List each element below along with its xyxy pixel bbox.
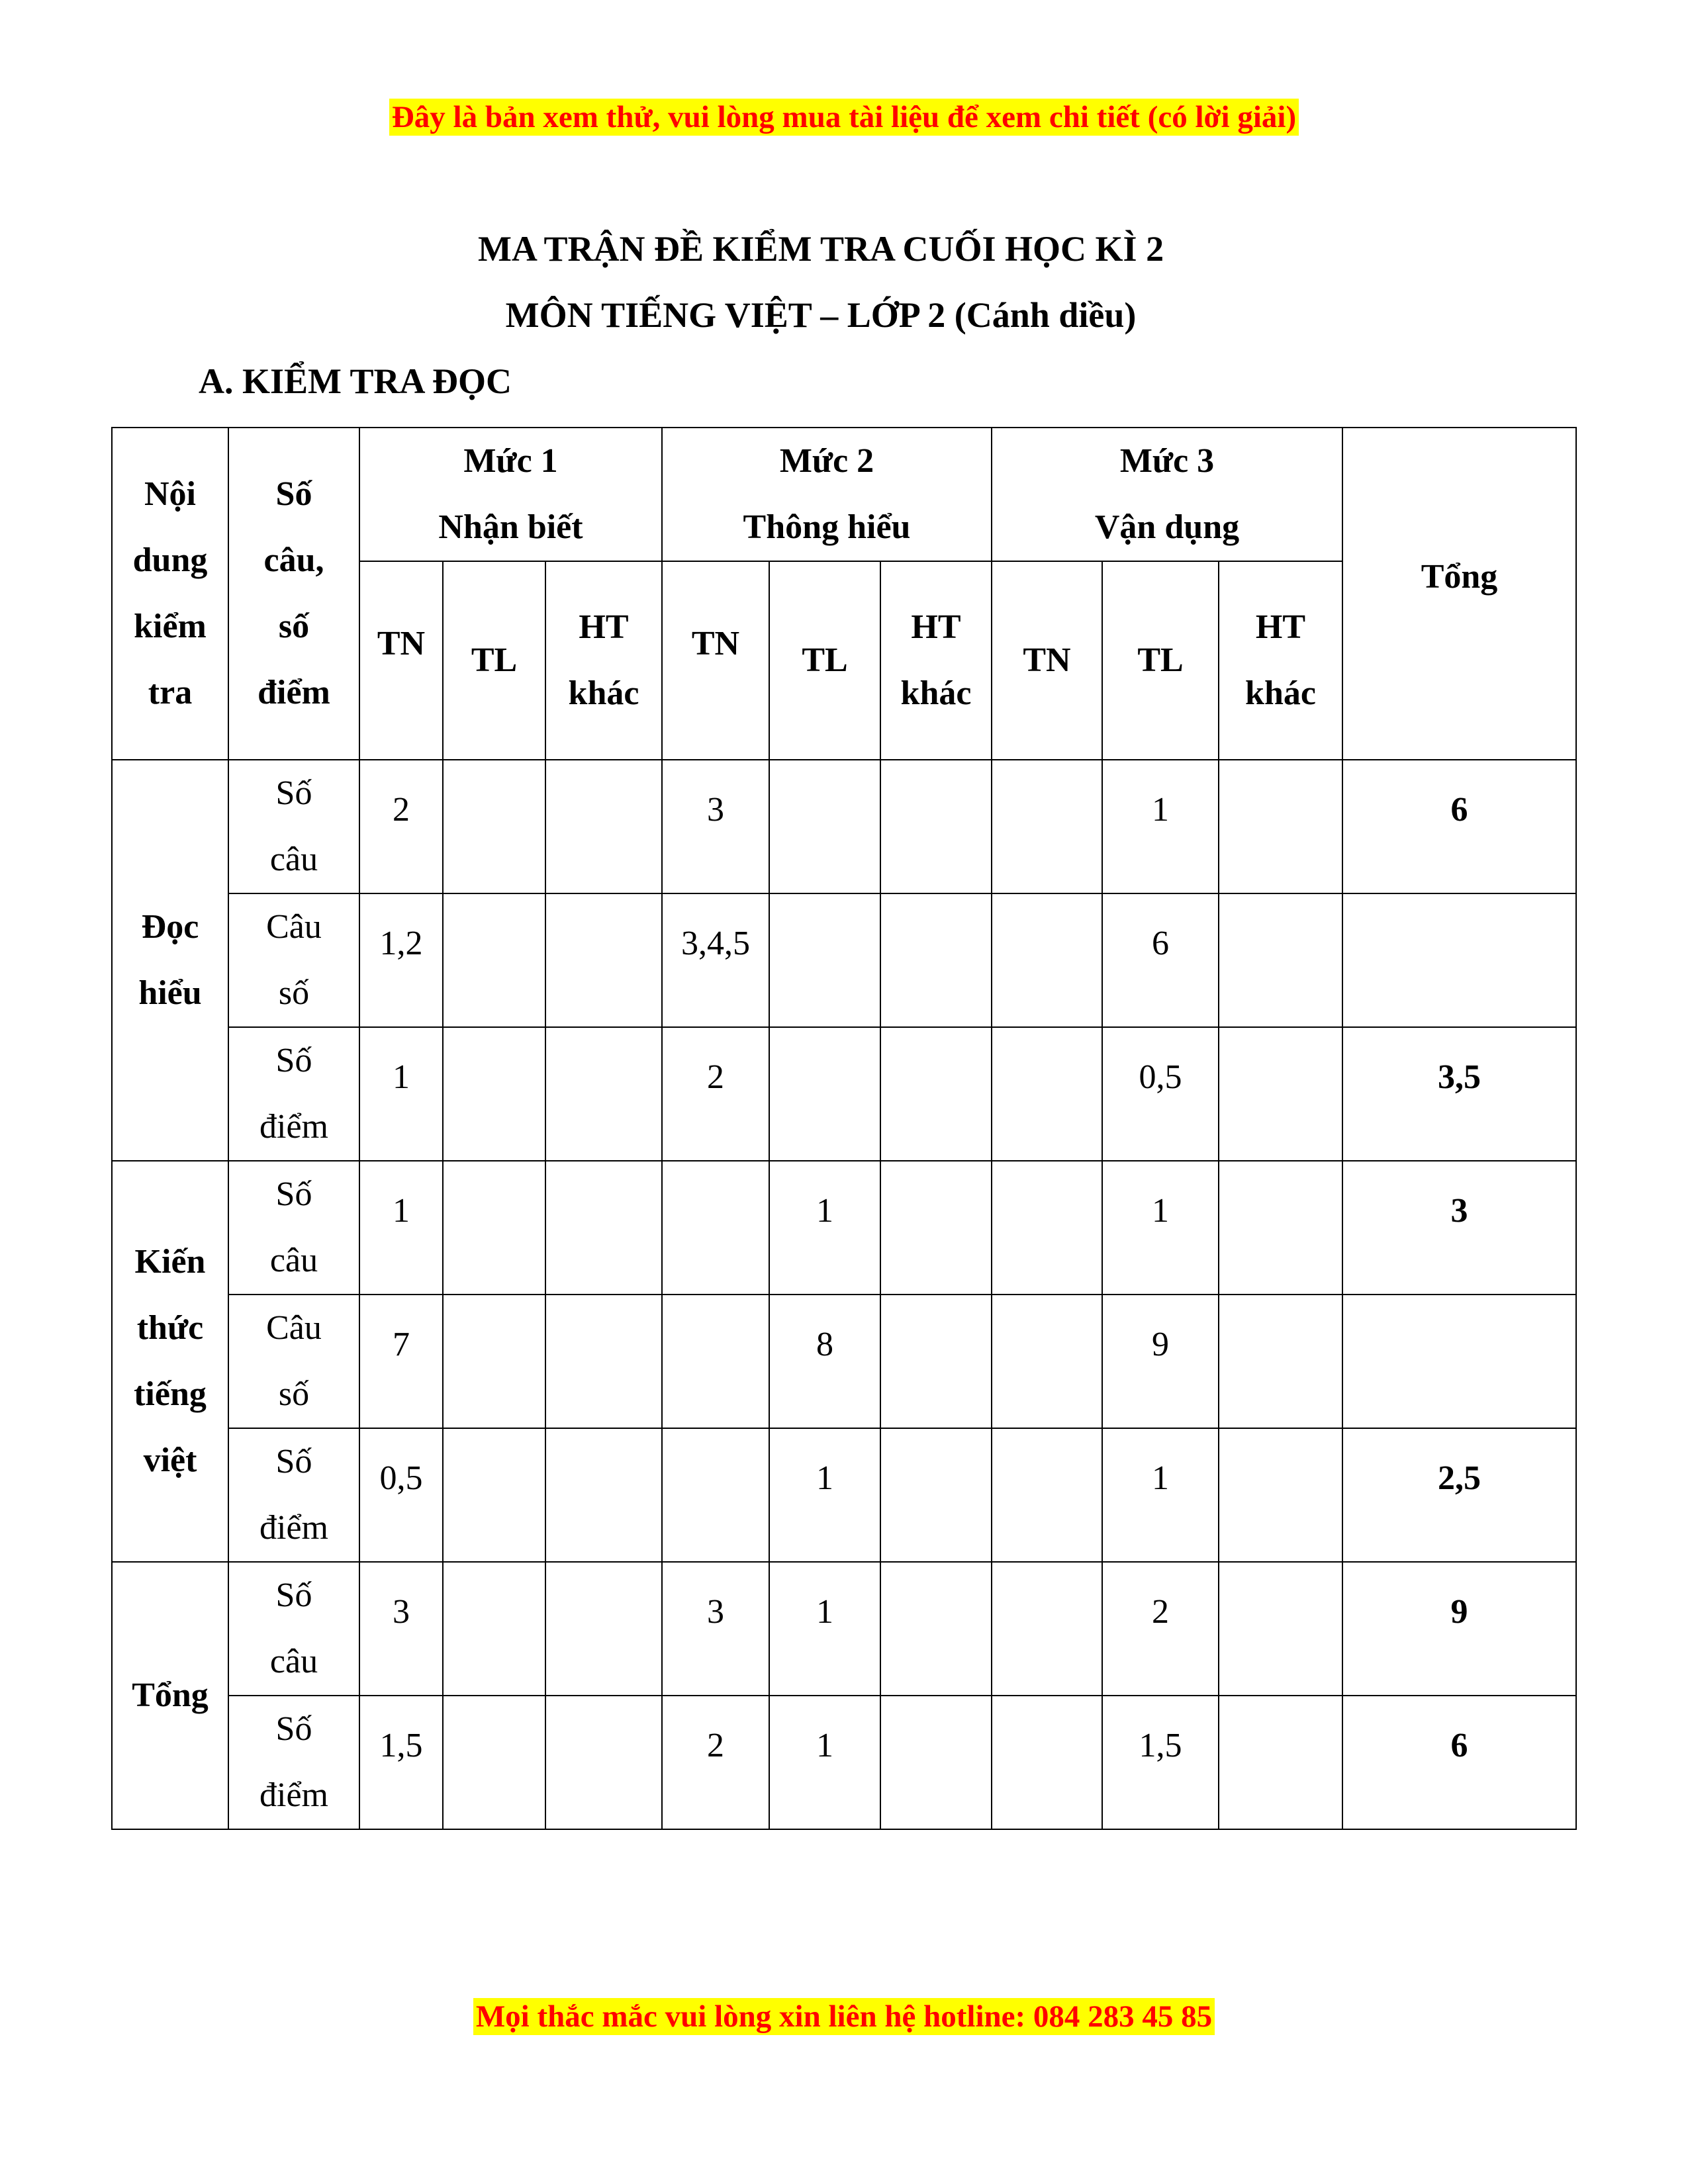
- table-cell: [880, 760, 992, 893]
- table-cell: [443, 760, 545, 893]
- row-total: [1342, 893, 1576, 1027]
- table-cell: [443, 1428, 545, 1562]
- group-name: Tổng: [112, 1562, 228, 1829]
- subheader-ht: HT khác: [880, 561, 992, 760]
- table-cell: [545, 760, 662, 893]
- row-total: 6: [1342, 1696, 1576, 1829]
- table-cell: [443, 1562, 545, 1696]
- table-cell: [992, 1295, 1102, 1428]
- table-cell: 1: [359, 1027, 443, 1161]
- subheader-ht: HT khác: [1219, 561, 1342, 760]
- row-total: 3,5: [1342, 1027, 1576, 1161]
- table-cell: [880, 1696, 992, 1829]
- header-question-count: Số câu, số điểm: [228, 428, 359, 760]
- table-cell: [1219, 1696, 1342, 1829]
- hotline-banner: [0, 1999, 1688, 2034]
- header-level-3: Mức 3 Vận dụng: [992, 428, 1342, 561]
- test-matrix-table: [111, 427, 1577, 1830]
- group-name: Kiến thức tiếng việt: [112, 1161, 228, 1562]
- table-cell: [992, 1428, 1102, 1562]
- table-cell: [992, 1027, 1102, 1161]
- table-cell: 3,4,5: [662, 893, 769, 1027]
- table-cell: [1219, 1562, 1342, 1696]
- table-cell: [662, 1428, 769, 1562]
- table-row: [112, 1027, 1576, 1161]
- table-cell: [545, 893, 662, 1027]
- row-label: Số điểm: [228, 1428, 359, 1562]
- table-cell: [880, 1428, 992, 1562]
- table-cell: [1219, 1295, 1342, 1428]
- subheader-ht: HT khác: [545, 561, 662, 760]
- table-cell: [443, 893, 545, 1027]
- table-cell: [1219, 893, 1342, 1027]
- hotline-text: Mọi thắc mắc vui lòng xin liên hệ hotline: 084 283 45 85: [473, 1998, 1215, 2035]
- table-cell: [992, 760, 1102, 893]
- table-cell: 2: [662, 1696, 769, 1829]
- table-cell: 1,2: [359, 893, 443, 1027]
- subheader-tn: TN: [359, 561, 443, 760]
- table-cell: 1,5: [1102, 1696, 1219, 1829]
- table-cell: [1219, 1428, 1342, 1562]
- table-cell: [662, 1295, 769, 1428]
- table-cell: [992, 1696, 1102, 1829]
- table-cell: [545, 1428, 662, 1562]
- row-label: Số điểm: [228, 1027, 359, 1161]
- group-name: Đọc hiểu: [112, 760, 228, 1161]
- table-cell: [992, 1161, 1102, 1295]
- table-row: [112, 760, 1576, 893]
- subheader-tl: TL: [443, 561, 545, 760]
- row-label: Số câu: [228, 1161, 359, 1295]
- table-cell: [880, 1027, 992, 1161]
- subheader-tn: TN: [662, 561, 769, 760]
- table-cell: 7: [359, 1295, 443, 1428]
- table-cell: 2: [1102, 1562, 1219, 1696]
- row-total: 2,5: [1342, 1428, 1576, 1562]
- header-total: Tổng: [1342, 428, 1576, 760]
- table-row: [112, 893, 1576, 1027]
- table-cell: 0,5: [359, 1428, 443, 1562]
- subheader-tl: TL: [1102, 561, 1219, 760]
- document-title: MA TRẬN ĐỀ KIỂM TRA CUỐI HỌC KÌ 2: [477, 229, 1164, 269]
- table-row: [112, 1295, 1576, 1428]
- table-cell: [443, 1161, 545, 1295]
- table-cell: 3: [662, 760, 769, 893]
- table-cell: 1: [769, 1428, 880, 1562]
- table-cell: 1: [1102, 1161, 1219, 1295]
- table-cell: [880, 893, 992, 1027]
- table-cell: [545, 1295, 662, 1428]
- row-label: Câu số: [228, 893, 359, 1027]
- row-label: Số câu: [228, 1562, 359, 1696]
- table-row: [112, 1696, 1576, 1829]
- subheader-tl: TL: [769, 561, 880, 760]
- row-total: 6: [1342, 760, 1576, 893]
- table-cell: 9: [1102, 1295, 1219, 1428]
- table-cell: 1: [769, 1696, 880, 1829]
- table-cell: [1219, 1027, 1342, 1161]
- header-content: Nội dung kiểm tra: [112, 428, 228, 760]
- table-cell: [443, 1696, 545, 1829]
- table-cell: 1: [359, 1161, 443, 1295]
- table-row: [112, 1161, 1576, 1295]
- row-total: 3: [1342, 1161, 1576, 1295]
- table-row: [112, 1428, 1576, 1562]
- row-label: Số điểm: [228, 1696, 359, 1829]
- table-cell: 2: [359, 760, 443, 893]
- table-cell: [992, 1562, 1102, 1696]
- row-label: Số câu: [228, 760, 359, 893]
- table-cell: [769, 1027, 880, 1161]
- table-cell: [880, 1562, 992, 1696]
- table-cell: [662, 1161, 769, 1295]
- table-cell: [545, 1696, 662, 1829]
- table-cell: [880, 1295, 992, 1428]
- table-cell: [443, 1027, 545, 1161]
- table-cell: [545, 1027, 662, 1161]
- document-subtitle: MÔN TIẾNG VIỆT – LỚP 2 (Cánh diều): [505, 295, 1137, 335]
- row-total: 9: [1342, 1562, 1576, 1696]
- table-cell: 1: [1102, 1428, 1219, 1562]
- section-heading: A. KIỂM TRA ĐỌC: [199, 361, 512, 401]
- table-cell: 1: [769, 1161, 880, 1295]
- header-level-1: Mức 1 Nhận biết: [359, 428, 662, 561]
- preview-notice-banner: [0, 99, 1688, 135]
- subheader-tn: TN: [992, 561, 1102, 760]
- table-cell: [1219, 1161, 1342, 1295]
- table-cell: [443, 1295, 545, 1428]
- header-level-2: Mức 2 Thông hiểu: [662, 428, 992, 561]
- table-cell: 2: [662, 1027, 769, 1161]
- table-cell: 3: [359, 1562, 443, 1696]
- table-row: [112, 1562, 1576, 1696]
- preview-notice-text: Đây là bản xem thử, vui lòng mua tài liệu để xem chi tiết (có lời giải): [389, 99, 1299, 136]
- table-cell: [769, 760, 880, 893]
- table-cell: 1,5: [359, 1696, 443, 1829]
- table-cell: 3: [662, 1562, 769, 1696]
- table-cell: [545, 1562, 662, 1696]
- table-cell: 6: [1102, 893, 1219, 1027]
- table-cell: 0,5: [1102, 1027, 1219, 1161]
- table-cell: 1: [769, 1562, 880, 1696]
- table-cell: [992, 893, 1102, 1027]
- table-cell: 1: [1102, 760, 1219, 893]
- row-total: [1342, 1295, 1576, 1428]
- table-cell: [1219, 760, 1342, 893]
- table-cell: 8: [769, 1295, 880, 1428]
- table-cell: [545, 1161, 662, 1295]
- table-cell: [880, 1161, 992, 1295]
- row-label: Câu số: [228, 1295, 359, 1428]
- table-cell: [769, 893, 880, 1027]
